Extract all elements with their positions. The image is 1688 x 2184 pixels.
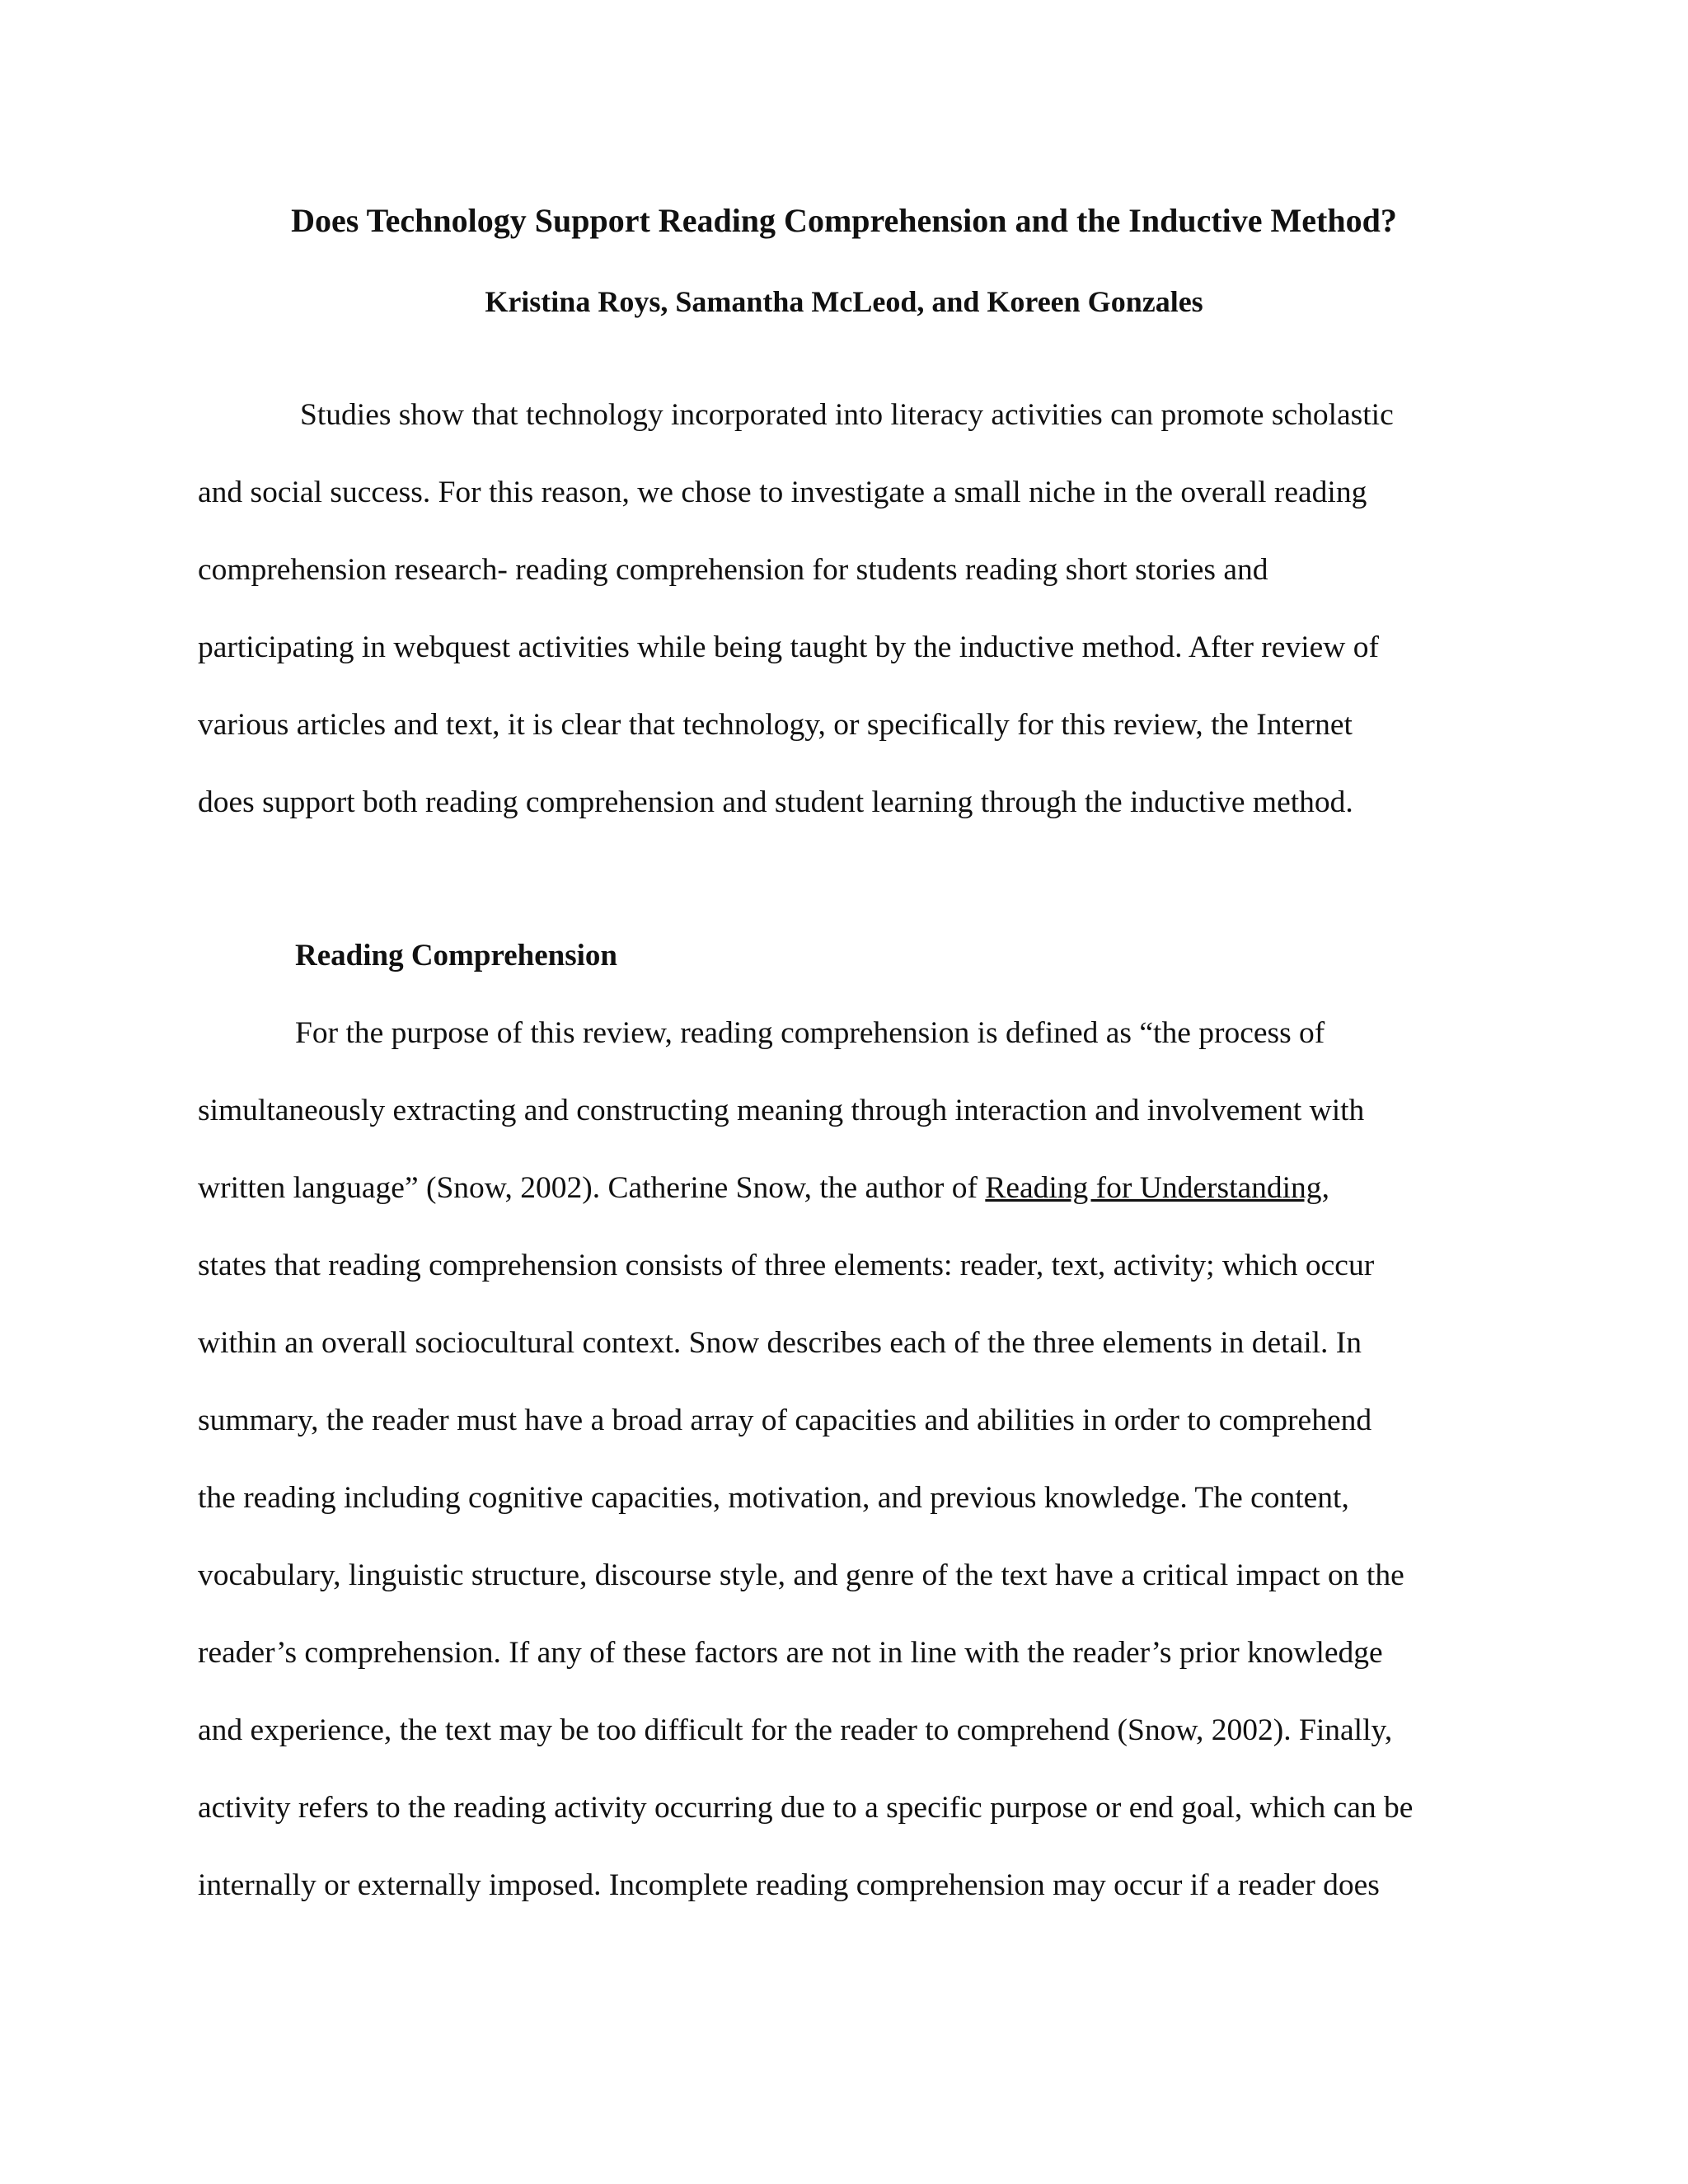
paragraph-line: does support both reading comprehension and student learning through the inductive method. xyxy=(198,785,1353,819)
paragraph-line: activity refers to the reading activity occurring due to a specific purpose or end goal, which can be xyxy=(198,1791,1414,1825)
paragraph-line: participating in webquest activities while being taught by the inductive method. After review of xyxy=(198,630,1379,664)
paragraph-line: simultaneously extracting and constructing meaning through interaction and involvement with xyxy=(198,1094,1365,1127)
paragraph-line: within an overall sociocultural context. Snow describes each of the three elements in detail. In xyxy=(198,1326,1362,1360)
paragraph-line: vocabulary, linguistic structure, discourse style, and genre of the text have a critical impact on the xyxy=(198,1558,1404,1592)
paragraph-line: comprehension research- reading comprehension for students reading short stories and xyxy=(198,553,1268,587)
citation-text: written language” (Snow, 2002). Catherine Snow, the author of xyxy=(198,1171,986,1205)
intro-paragraph xyxy=(198,377,1492,841)
paragraph-line: summary, the reader must have a broad array of capacities and abilities in order to comprehend xyxy=(198,1404,1372,1437)
paragraph-line: Studies show that technology incorporated into literacy activities can promote scholastic xyxy=(300,398,1394,432)
paragraph-line: various articles and text, it is clear that technology, or specifically for this review, the Internet xyxy=(198,708,1353,742)
trailing-punctuation: , xyxy=(1321,1171,1329,1205)
section-heading: Reading Comprehension xyxy=(295,939,617,972)
paragraph-line: For the purpose of this review, reading comprehension is defined as “the process of xyxy=(295,1016,1325,1050)
paragraph-line: states that reading comprehension consists of three elements: reader, text, activity; which occur xyxy=(198,1249,1375,1282)
document-title: Does Technology Support Reading Comprehension and the Inductive Method? xyxy=(291,202,1397,239)
author-line: Kristina Roys, Samantha McLeod, and Koreen Gonzales xyxy=(485,285,1203,318)
paragraph-line: and experience, the text may be too difficult for the reader to comprehend (Snow, 2002). Finally, xyxy=(198,1713,1393,1747)
section-paragraph xyxy=(198,995,1492,1924)
paragraph-line: the reading including cognitive capacities, motivation, and previous knowledge. The content, xyxy=(198,1481,1349,1515)
paragraph-line: internally or externally imposed. Incomplete reading comprehension may occur if a reader does xyxy=(198,1868,1380,1902)
paragraph-line xyxy=(198,1150,1492,1227)
paragraph-line: and social success. For this reason, we chose to investigate a small niche in the overall reading xyxy=(198,476,1367,509)
book-title-underlined: Reading for Understanding xyxy=(985,1171,1322,1205)
paragraph-line: reader’s comprehension. If any of these factors are not in line with the reader’s prior knowledge xyxy=(198,1636,1383,1670)
